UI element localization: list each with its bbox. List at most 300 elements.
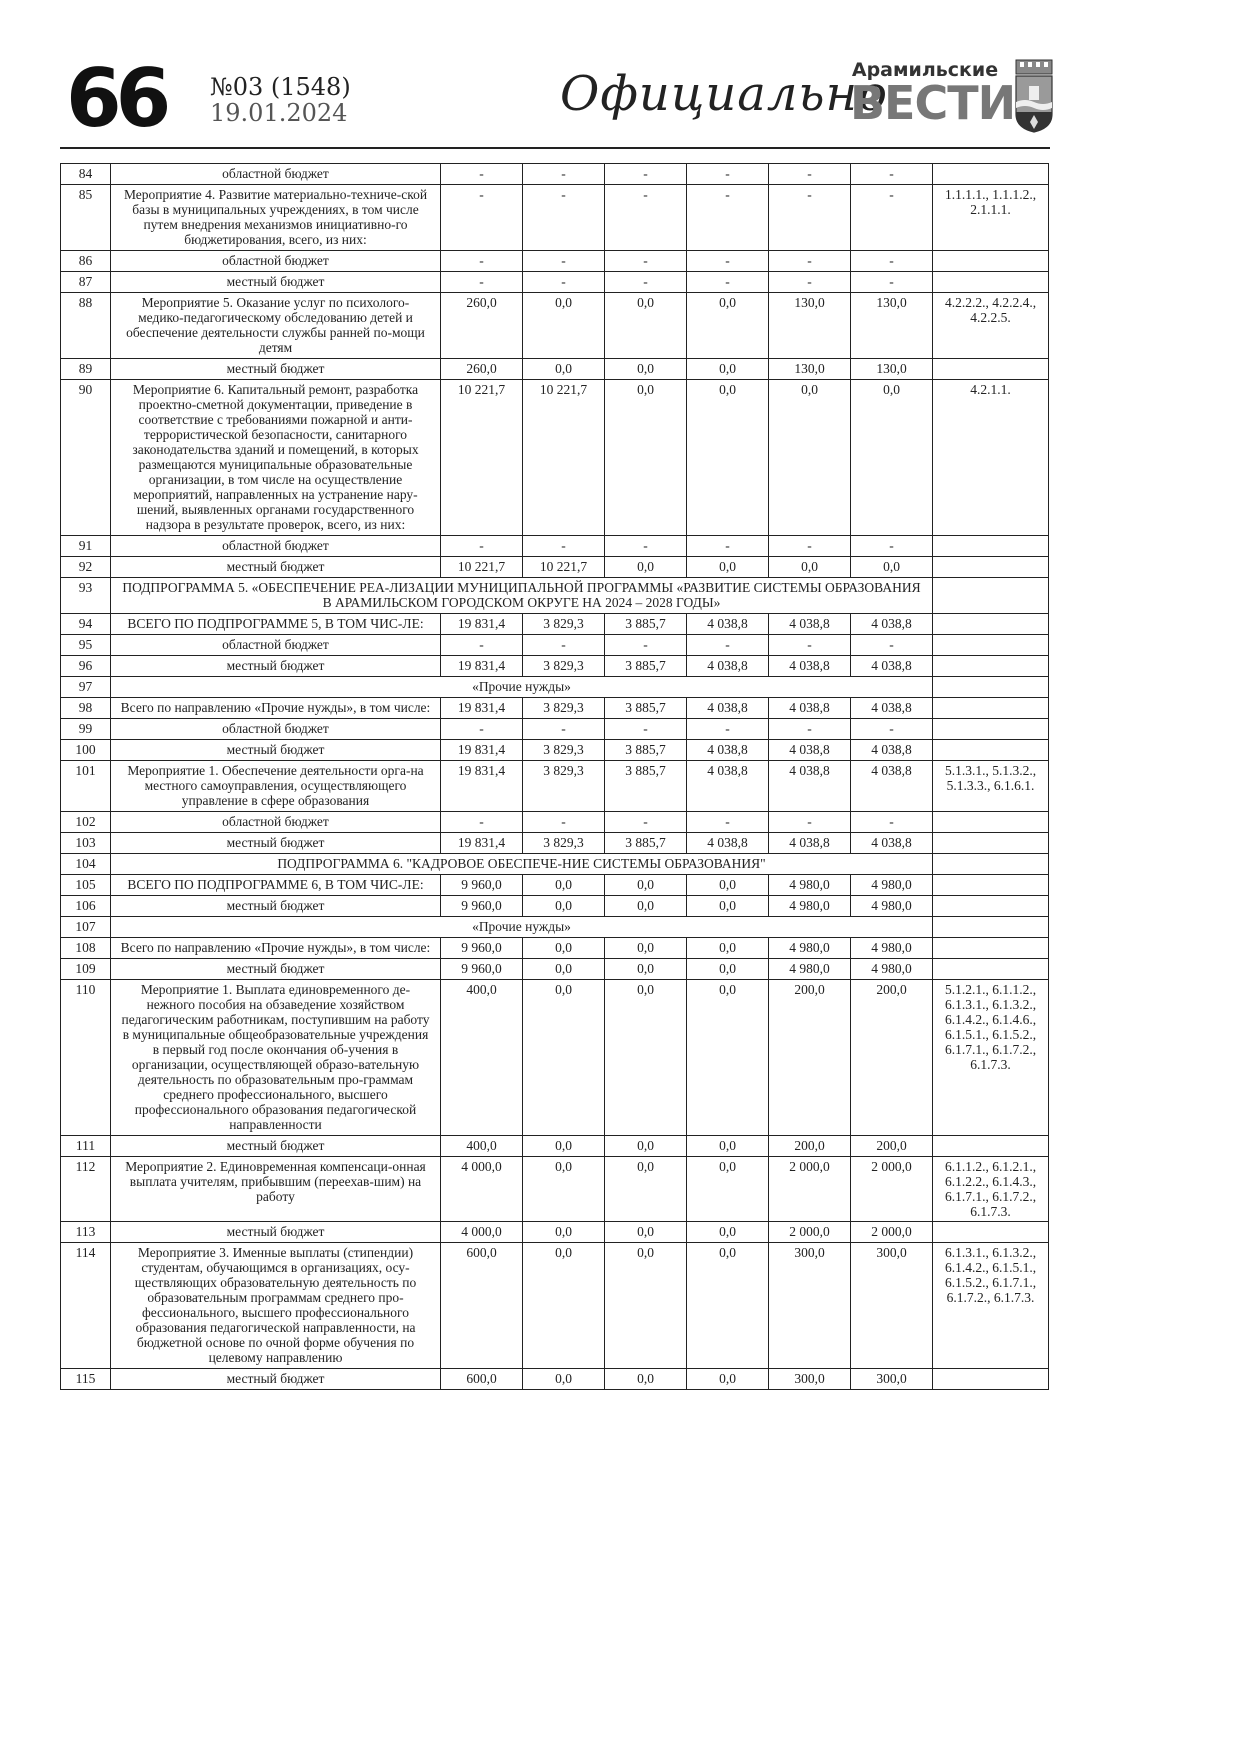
row-description: областной бюджет [111, 719, 441, 740]
row-number: 92 [61, 557, 111, 578]
row-number: 89 [61, 359, 111, 380]
value-cell: 0,0 [687, 557, 769, 578]
value-cell: 0,0 [605, 557, 687, 578]
value-cell: 0,0 [523, 1136, 605, 1157]
row-description: местный бюджет [111, 557, 441, 578]
value-cell: 0,0 [605, 1222, 687, 1243]
row-description: Мероприятие 1. Выплата единовременного де-нежного пособия на обзаведение хозяйством педагогическим работникам, поступившим на работу в муниципальные общеобразовательные учреждения в первый год после окончания об-учения в организации, осуществляющей образо-вательную деятельность по образовательным про-граммам среднего профессионального, высшего профессионального образования педагогической направленности [111, 980, 441, 1136]
value-cell: - [441, 812, 523, 833]
value-cell: - [605, 164, 687, 185]
value-cell: 9 960,0 [441, 875, 523, 896]
row-number: 100 [61, 740, 111, 761]
target-indicators [933, 1222, 1049, 1243]
value-cell: 2 000,0 [851, 1157, 933, 1222]
target-indicators [933, 656, 1049, 677]
value-cell: 260,0 [441, 359, 523, 380]
value-cell: 0,0 [523, 959, 605, 980]
section-title: Официально [560, 66, 889, 122]
value-cell: 4 038,8 [851, 833, 933, 854]
value-cell: 0,0 [605, 1157, 687, 1222]
target-indicators [933, 272, 1049, 293]
value-cell: 260,0 [441, 293, 523, 359]
value-cell: 0,0 [605, 293, 687, 359]
table-row [61, 854, 1049, 875]
value-cell: 600,0 [441, 1369, 523, 1390]
value-cell: 4 038,8 [687, 698, 769, 719]
value-cell: 19 831,4 [441, 761, 523, 812]
value-cell: 0,0 [687, 1243, 769, 1369]
target-indicators [933, 251, 1049, 272]
value-cell: - [851, 251, 933, 272]
value-cell: - [687, 164, 769, 185]
value-cell: 10 221,7 [523, 380, 605, 536]
logo-bottom-text: ВЕСТИ [850, 76, 1016, 130]
row-description: местный бюджет [111, 272, 441, 293]
value-cell: - [687, 719, 769, 740]
target-indicators [933, 833, 1049, 854]
table-row [61, 980, 1049, 1136]
value-cell: 4 038,8 [687, 656, 769, 677]
value-cell: - [851, 164, 933, 185]
target-indicators [933, 698, 1049, 719]
row-number: 93 [61, 578, 111, 614]
target-indicators [933, 536, 1049, 557]
value-cell: 0,0 [851, 557, 933, 578]
value-cell: 0,0 [687, 1369, 769, 1390]
value-cell: 4 038,8 [769, 614, 851, 635]
value-cell: 0,0 [769, 557, 851, 578]
row-number: 84 [61, 164, 111, 185]
value-cell: 0,0 [687, 380, 769, 536]
value-cell: 0,0 [687, 980, 769, 1136]
value-cell: 0,0 [605, 896, 687, 917]
row-number: 108 [61, 938, 111, 959]
value-cell: - [441, 635, 523, 656]
row-description: местный бюджет [111, 1136, 441, 1157]
table-row [61, 578, 1049, 614]
target-indicators: 6.1.3.1., 6.1.3.2., 6.1.4.2., 6.1.5.1., 6.1.5.2., 6.1.7.1., 6.1.7.2., 6.1.7.3. [933, 1243, 1049, 1369]
value-cell: - [769, 536, 851, 557]
value-cell: 4 980,0 [769, 938, 851, 959]
value-cell: - [523, 536, 605, 557]
table-row [61, 761, 1049, 812]
target-indicators [933, 719, 1049, 740]
value-cell: 9 960,0 [441, 896, 523, 917]
value-cell: 0,0 [605, 1243, 687, 1369]
value-cell: 0,0 [687, 875, 769, 896]
value-cell: 0,0 [605, 1369, 687, 1390]
value-cell: 10 221,7 [441, 557, 523, 578]
value-cell: 3 885,7 [605, 833, 687, 854]
table-row [61, 875, 1049, 896]
target-indicators [933, 740, 1049, 761]
table-row [61, 1222, 1049, 1243]
value-cell: - [441, 272, 523, 293]
table-row [61, 656, 1049, 677]
value-cell: 4 000,0 [441, 1157, 523, 1222]
value-cell: 19 831,4 [441, 656, 523, 677]
target-indicators [933, 1136, 1049, 1157]
row-description: областной бюджет [111, 251, 441, 272]
value-cell: 3 885,7 [605, 740, 687, 761]
row-description: Мероприятие 5. Оказание услуг по психолого-медико-педагогическому обследованию детей и обеспечение деятельности службы ранней по-мощи детям [111, 293, 441, 359]
value-cell: 0,0 [523, 980, 605, 1136]
table-row [61, 557, 1049, 578]
value-cell: - [523, 635, 605, 656]
value-cell: 0,0 [523, 875, 605, 896]
value-cell: 0,0 [687, 359, 769, 380]
row-description: ВСЕГО ПО ПОДПРОГРАММЕ 6, В ТОМ ЧИС-ЛЕ: [111, 875, 441, 896]
table-row [61, 293, 1049, 359]
value-cell: 4 038,8 [851, 656, 933, 677]
value-cell: - [687, 251, 769, 272]
target-indicators [933, 614, 1049, 635]
row-number: 94 [61, 614, 111, 635]
value-cell: - [523, 812, 605, 833]
row-number: 102 [61, 812, 111, 833]
row-description: Мероприятие 3. Именные выплаты (стипендии) студентам, обучающимся в организациях, осу-ществляющих образовательную деятельность по образовательным программам среднего про-фессионального, высшего профессионального образования педагогической направленности, на бюджетной основе по очной форме обучения по целевому направлению [111, 1243, 441, 1369]
value-cell: 2 000,0 [769, 1157, 851, 1222]
value-cell: 19 831,4 [441, 833, 523, 854]
value-cell: 0,0 [605, 359, 687, 380]
table-row [61, 938, 1049, 959]
table-row [61, 359, 1049, 380]
value-cell: - [687, 812, 769, 833]
value-cell: 19 831,4 [441, 740, 523, 761]
value-cell: 3 885,7 [605, 614, 687, 635]
value-cell: 200,0 [769, 1136, 851, 1157]
target-indicators [933, 677, 1049, 698]
value-cell: 3 829,3 [523, 614, 605, 635]
value-cell: 4 980,0 [851, 938, 933, 959]
value-cell: 0,0 [523, 1369, 605, 1390]
row-number: 111 [61, 1136, 111, 1157]
row-number: 88 [61, 293, 111, 359]
value-cell: 4 038,8 [687, 614, 769, 635]
value-cell: - [687, 272, 769, 293]
value-cell: 3 829,3 [523, 761, 605, 812]
value-cell: 4 980,0 [851, 875, 933, 896]
target-indicators: 4.2.1.1. [933, 380, 1049, 536]
row-number: 96 [61, 656, 111, 677]
page-number: 66 [66, 52, 166, 145]
value-cell: 130,0 [769, 293, 851, 359]
row-description: областной бюджет [111, 536, 441, 557]
row-number: 86 [61, 251, 111, 272]
row-number: 109 [61, 959, 111, 980]
value-cell: 4 000,0 [441, 1222, 523, 1243]
row-description: местный бюджет [111, 1222, 441, 1243]
value-cell: - [605, 272, 687, 293]
issue-info [210, 74, 351, 126]
value-cell: 0,0 [523, 1222, 605, 1243]
value-cell: 3 885,7 [605, 761, 687, 812]
target-indicators [933, 359, 1049, 380]
value-cell: 600,0 [441, 1243, 523, 1369]
value-cell: - [851, 272, 933, 293]
value-cell: 9 960,0 [441, 959, 523, 980]
value-cell: 2 000,0 [851, 1222, 933, 1243]
target-indicators: 1.1.1.1., 1.1.1.2., 2.1.1.1. [933, 185, 1049, 251]
table-row [61, 677, 1049, 698]
header-divider [60, 147, 1050, 149]
value-cell: - [441, 164, 523, 185]
row-description: местный бюджет [111, 656, 441, 677]
budget-table [60, 163, 1049, 1390]
issue-number: №03 (1548) [210, 73, 351, 101]
row-description: областной бюджет [111, 812, 441, 833]
value-cell: 4 038,8 [769, 656, 851, 677]
value-cell: 19 831,4 [441, 614, 523, 635]
value-cell: 0,0 [687, 1157, 769, 1222]
value-cell: - [769, 164, 851, 185]
value-cell: 130,0 [851, 293, 933, 359]
target-indicators: 6.1.1.2., 6.1.2.1., 6.1.2.2., 6.1.4.3., 6.1.7.1., 6.1.7.2., 6.1.7.3. [933, 1157, 1049, 1222]
value-cell: - [441, 251, 523, 272]
row-description: местный бюджет [111, 1369, 441, 1390]
value-cell: 300,0 [769, 1243, 851, 1369]
value-cell: - [441, 719, 523, 740]
target-indicators [933, 896, 1049, 917]
value-cell: 0,0 [605, 1136, 687, 1157]
value-cell: 10 221,7 [441, 380, 523, 536]
row-description: Всего по направлению «Прочие нужды», в том числе: [111, 938, 441, 959]
value-cell: - [769, 272, 851, 293]
value-cell: 300,0 [851, 1369, 933, 1390]
row-number: 87 [61, 272, 111, 293]
value-cell: 3 885,7 [605, 656, 687, 677]
row-description: местный бюджет [111, 833, 441, 854]
row-description: Мероприятие 1. Обеспечение деятельности орга-на местного самоуправления, осуществляющего управление в сфере образования [111, 761, 441, 812]
value-cell: 0,0 [687, 1136, 769, 1157]
table-row [61, 896, 1049, 917]
row-description: «Прочие нужды» [111, 677, 933, 698]
value-cell: - [523, 185, 605, 251]
value-cell: - [523, 272, 605, 293]
value-cell: - [441, 536, 523, 557]
row-number: 101 [61, 761, 111, 812]
row-description: Всего по направлению «Прочие нужды», в том числе: [111, 698, 441, 719]
row-number: 112 [61, 1157, 111, 1222]
target-indicators [933, 917, 1049, 938]
value-cell: 19 831,4 [441, 698, 523, 719]
value-cell: 0,0 [523, 938, 605, 959]
row-description: областной бюджет [111, 635, 441, 656]
row-number: 115 [61, 1369, 111, 1390]
row-description: местный бюджет [111, 740, 441, 761]
value-cell: 3 885,7 [605, 698, 687, 719]
value-cell: 0,0 [523, 293, 605, 359]
value-cell: 4 038,8 [851, 740, 933, 761]
row-number: 90 [61, 380, 111, 536]
row-description: Мероприятие 6. Капитальный ремонт, разработка проектно-сметной документации, приведение в соответствие с требованиями пожарной и анти-террористической безопасности, санитарного законодательства зданий и помещений, в которых размещаются муниципальные образовательные организации, в том числе на осуществление мероприятий, направленных на устранение нару-шений, выявленных органами государственного надзора в результате проверок, всего, из них: [111, 380, 441, 536]
target-indicators [933, 635, 1049, 656]
target-indicators [933, 812, 1049, 833]
value-cell: 0,0 [687, 293, 769, 359]
row-number: 104 [61, 854, 111, 875]
row-number: 113 [61, 1222, 111, 1243]
row-number: 95 [61, 635, 111, 656]
value-cell: - [769, 719, 851, 740]
value-cell: 0,0 [687, 938, 769, 959]
table-row [61, 536, 1049, 557]
value-cell: 400,0 [441, 980, 523, 1136]
value-cell: 4 038,8 [769, 740, 851, 761]
value-cell: - [523, 719, 605, 740]
value-cell: 3 829,3 [523, 698, 605, 719]
value-cell: - [605, 185, 687, 251]
value-cell: - [687, 185, 769, 251]
value-cell: - [769, 635, 851, 656]
logo-top-text: Арамильские [851, 59, 999, 81]
value-cell: 0,0 [687, 1222, 769, 1243]
value-cell: 0,0 [605, 959, 687, 980]
value-cell: - [605, 719, 687, 740]
value-cell: 4 980,0 [851, 896, 933, 917]
value-cell: 0,0 [605, 875, 687, 896]
value-cell: 300,0 [851, 1243, 933, 1369]
value-cell: 4 980,0 [769, 896, 851, 917]
table-row [61, 614, 1049, 635]
value-cell: 4 980,0 [851, 959, 933, 980]
value-cell: 200,0 [851, 1136, 933, 1157]
target-indicators [933, 164, 1049, 185]
target-indicators [933, 938, 1049, 959]
row-description: ПОДПРОГРАММА 5. «ОБЕСПЕЧЕНИЕ РЕА-ЛИЗАЦИИ МУНИЦИПАЛЬНОЙ ПРОГРАММЫ «РАЗВИТИЕ СИСТЕМЫ ОБРАЗОВАНИЯ В АРАМИЛЬСКОМ ГОРОДСКОМ ОКРУГЕ НА 2024 – 2028 ГОДЫ» [111, 578, 933, 614]
value-cell: 9 960,0 [441, 938, 523, 959]
row-number: 106 [61, 896, 111, 917]
row-description: местный бюджет [111, 896, 441, 917]
table-row [61, 1369, 1049, 1390]
coat-of-arms-icon [1012, 58, 1056, 134]
row-description: местный бюджет [111, 959, 441, 980]
row-number: 114 [61, 1243, 111, 1369]
row-number: 105 [61, 875, 111, 896]
table-row [61, 698, 1049, 719]
value-cell: - [687, 635, 769, 656]
table-row [61, 959, 1049, 980]
row-number: 98 [61, 698, 111, 719]
value-cell: 3 829,3 [523, 656, 605, 677]
page-header [60, 48, 1050, 148]
value-cell: 0,0 [687, 896, 769, 917]
value-cell: 0,0 [769, 380, 851, 536]
row-number: 110 [61, 980, 111, 1136]
value-cell: 0,0 [523, 1243, 605, 1369]
value-cell: 4 038,8 [687, 833, 769, 854]
table-row [61, 380, 1049, 536]
value-cell: 4 980,0 [769, 875, 851, 896]
target-indicators [933, 578, 1049, 614]
value-cell: 4 038,8 [851, 761, 933, 812]
value-cell: 0,0 [523, 1157, 605, 1222]
value-cell: 0,0 [605, 380, 687, 536]
value-cell: - [851, 185, 933, 251]
row-number: 107 [61, 917, 111, 938]
value-cell: - [687, 536, 769, 557]
row-number: 103 [61, 833, 111, 854]
value-cell: - [769, 185, 851, 251]
value-cell: 300,0 [769, 1369, 851, 1390]
value-cell: - [523, 164, 605, 185]
value-cell: 10 221,7 [523, 557, 605, 578]
value-cell: 200,0 [769, 980, 851, 1136]
value-cell: 0,0 [523, 896, 605, 917]
target-indicators [933, 875, 1049, 896]
value-cell: 4 038,8 [851, 698, 933, 719]
value-cell: 130,0 [769, 359, 851, 380]
table-row [61, 251, 1049, 272]
value-cell: - [441, 185, 523, 251]
row-description: Мероприятие 2. Единовременная компенсаци-онная выплата учителям, прибывшим (переехав-шим) на работу [111, 1157, 441, 1222]
table-row [61, 272, 1049, 293]
value-cell: - [851, 536, 933, 557]
value-cell: 4 038,8 [769, 761, 851, 812]
target-indicators [933, 854, 1049, 875]
value-cell: 4 038,8 [769, 833, 851, 854]
table-row [61, 917, 1049, 938]
row-description: местный бюджет [111, 359, 441, 380]
value-cell: 0,0 [687, 959, 769, 980]
table-row [61, 635, 1049, 656]
row-number: 99 [61, 719, 111, 740]
target-indicators [933, 959, 1049, 980]
value-cell: 4 038,8 [851, 614, 933, 635]
target-indicators [933, 557, 1049, 578]
table-row [61, 164, 1049, 185]
value-cell: - [605, 536, 687, 557]
row-description: ПОДПРОГРАММА 6. "КАДРОВОЕ ОБЕСПЕЧЕ-НИЕ СИСТЕМЫ ОБРАЗОВАНИЯ" [111, 854, 933, 875]
row-description: областной бюджет [111, 164, 441, 185]
table-row [61, 719, 1049, 740]
value-cell: - [769, 251, 851, 272]
value-cell: 400,0 [441, 1136, 523, 1157]
value-cell: 0,0 [523, 359, 605, 380]
target-indicators: 5.1.2.1., 6.1.1.2., 6.1.3.1., 6.1.3.2., 6.1.4.2., 6.1.4.6., 6.1.5.1., 6.1.5.2., 6.1.7.1., 6.1.7.2., 6.1.7.3. [933, 980, 1049, 1136]
value-cell: 3 829,3 [523, 740, 605, 761]
value-cell: 4 980,0 [769, 959, 851, 980]
target-indicators: 5.1.3.1., 5.1.3.2., 5.1.3.3., 6.1.6.1. [933, 761, 1049, 812]
value-cell: - [523, 251, 605, 272]
value-cell: 0,0 [605, 938, 687, 959]
value-cell: 0,0 [605, 980, 687, 1136]
value-cell: - [605, 812, 687, 833]
value-cell: - [851, 719, 933, 740]
row-description: Мероприятие 4. Развитие материально-техниче-ской базы в муниципальных учреждениях, в том числе путем внедрения механизмов инициативно-го бюджетирования, всего, из них: [111, 185, 441, 251]
table-row [61, 185, 1049, 251]
value-cell: 2 000,0 [769, 1222, 851, 1243]
value-cell: - [605, 251, 687, 272]
value-cell: 0,0 [851, 380, 933, 536]
value-cell: 4 038,8 [687, 761, 769, 812]
row-description: ВСЕГО ПО ПОДПРОГРАММЕ 5, В ТОМ ЧИС-ЛЕ: [111, 614, 441, 635]
target-indicators [933, 1369, 1049, 1390]
table-row [61, 833, 1049, 854]
value-cell: 4 038,8 [687, 740, 769, 761]
row-number: 97 [61, 677, 111, 698]
table-row [61, 812, 1049, 833]
value-cell: 200,0 [851, 980, 933, 1136]
value-cell: - [851, 812, 933, 833]
value-cell: 4 038,8 [769, 698, 851, 719]
table-row [61, 1157, 1049, 1222]
target-indicators: 4.2.2.2., 4.2.2.4., 4.2.2.5. [933, 293, 1049, 359]
value-cell: - [851, 635, 933, 656]
value-cell: 3 829,3 [523, 833, 605, 854]
value-cell: - [769, 812, 851, 833]
value-cell: - [605, 635, 687, 656]
newspaper-logo [850, 59, 1016, 130]
